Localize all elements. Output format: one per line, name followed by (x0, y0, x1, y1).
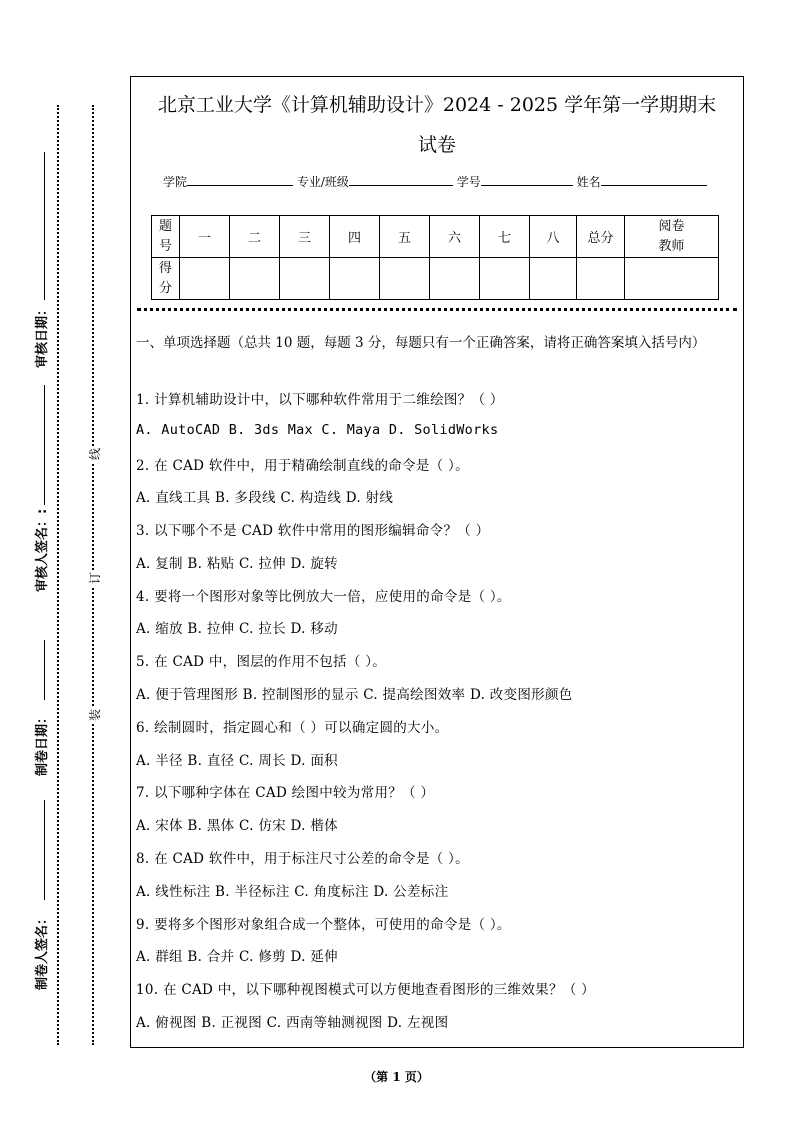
header-cell-question-no: 题 号 (152, 216, 180, 258)
question-text: 1. 计算机辅助设计中，以下哪种软件常用于二维绘图？（ ） (136, 392, 504, 408)
answer-options: A. 便于管理图形 B. 控制图形的显示 C. 提高绘图效率 D. 改变图形颜色 (136, 687, 573, 703)
sign-line-maker-date (44, 640, 45, 700)
major-field[interactable] (349, 173, 453, 186)
college-label: 学院 (163, 175, 188, 189)
maker-sign-label: 制卷人签名： (35, 911, 50, 990)
page-number: （第 1 页） (364, 1070, 429, 1084)
row-label-score: 得 分 (152, 258, 180, 300)
student-id-field[interactable] (481, 173, 573, 186)
sign-line-maker-sign (44, 800, 45, 900)
header-cell: 六 (430, 216, 480, 258)
header-cell: 一 (180, 216, 230, 258)
answer-options: A. 俯视图 B. 正视图 C. 西南等轴测视图 D. 左视图 (136, 1015, 449, 1031)
answer-options: A. 半径 B. 直径 C. 周长 D. 面积 (136, 753, 338, 769)
question-text: 9. 要将多个图形对象组合成一个整体，可使用的命令是（ ）。 (136, 917, 511, 933)
question-text: 8. 在 CAD 软件中，用于标注尺寸公差的命令是（ ）。 (136, 851, 469, 867)
question-text: 5. 在 CAD 中，图层的作用不包括（ ）。 (136, 654, 387, 670)
exam-title: 北京工业大学《计算机辅助设计》2024 - 2025 学年第一学期期末 (157, 94, 717, 116)
score-cell[interactable] (180, 258, 230, 300)
name-label: 姓名 (576, 175, 601, 189)
header-cell: 三 (280, 216, 330, 258)
question-text: 4. 要将一个图形对象等比例放大一倍，应使用的命令是（ ）。 (136, 589, 511, 605)
sign-line-reviewer-sign (44, 385, 45, 505)
score-cell-total[interactable] (577, 258, 625, 300)
score-cell[interactable] (530, 258, 577, 300)
score-table-score-row (152, 258, 719, 300)
section-divider (137, 308, 737, 311)
name-field[interactable] (601, 173, 707, 186)
answer-options: A. 群组 B. 合并 C. 修剪 D. 延伸 (136, 949, 338, 965)
college-field[interactable] (187, 173, 293, 186)
header-cell: 四 (330, 216, 380, 258)
score-table-header-row (152, 216, 719, 258)
answer-options: A. 直线工具 B. 多段线 C. 构造线 D. 射线 (136, 490, 394, 506)
question-text: 3. 以下哪个不是 CAD 软件中常用的图形编辑命令？（ ） (136, 523, 490, 539)
student-id-label: 学号 (456, 175, 481, 189)
question-text: 2. 在 CAD 软件中，用于精确绘制直线的命令是（ ）。 (136, 458, 469, 474)
sign-line-reviewer-date (44, 152, 45, 300)
answer-options: A. AutoCAD B. 3ds Max C. Maya D. SolidWorks (136, 422, 499, 438)
question-text: 10. 在 CAD 中，以下哪种视图模式可以方便地查看图形的三维效果？（ ） (136, 982, 595, 998)
score-cell[interactable] (380, 258, 430, 300)
reviewer-sign-label: 审核人签名：: (35, 508, 50, 592)
section-intro: 一、单项选择题（总共 10 题，每题 3 分，每题只有一个正确答案，请将正确答案填入括号内） (136, 335, 706, 351)
header-cell: 二 (230, 216, 280, 258)
score-cell[interactable] (280, 258, 330, 300)
question-text: 7. 以下哪种字体在 CAD 绘图中较为常用？（ ） (136, 785, 435, 801)
exam-title-line2: 试卷 (417, 134, 456, 156)
binding-mark-staple: 订 (88, 571, 102, 584)
score-table (151, 215, 719, 300)
score-cell[interactable] (430, 258, 480, 300)
score-cell[interactable] (330, 258, 380, 300)
answer-options: A. 线性标注 B. 半径标注 C. 角度标注 D. 公差标注 (136, 884, 449, 900)
binding-mark-line: 线 (88, 447, 102, 460)
maker-date-label: 制卷日期： (35, 710, 50, 776)
binding-dotted-line-left (57, 105, 59, 1045)
student-info-row (163, 173, 707, 190)
grader-cell[interactable] (625, 258, 719, 300)
score-cell[interactable] (230, 258, 280, 300)
header-cell-grader: 阅卷 教师 (625, 216, 719, 258)
question-text: 6. 绘制圆时，指定圆心和（ ）可以确定圆的大小。 (136, 720, 449, 736)
reviewer-date-label: 审核日期： (35, 302, 50, 368)
score-cell[interactable] (480, 258, 530, 300)
binding-mark-seal: 装 (88, 708, 102, 721)
major-label: 专业/班级 (296, 175, 349, 189)
header-cell: 八 (530, 216, 577, 258)
answer-options: A. 缩放 B. 拉伸 C. 拉长 D. 移动 (136, 621, 338, 637)
answer-options: A. 复制 B. 粘贴 C. 拉伸 D. 旋转 (136, 556, 338, 572)
answer-options: A. 宋体 B. 黑体 C. 仿宋 D. 楷体 (136, 818, 338, 834)
header-cell: 五 (380, 216, 430, 258)
header-cell: 七 (480, 216, 530, 258)
header-cell-total: 总分 (577, 216, 625, 258)
